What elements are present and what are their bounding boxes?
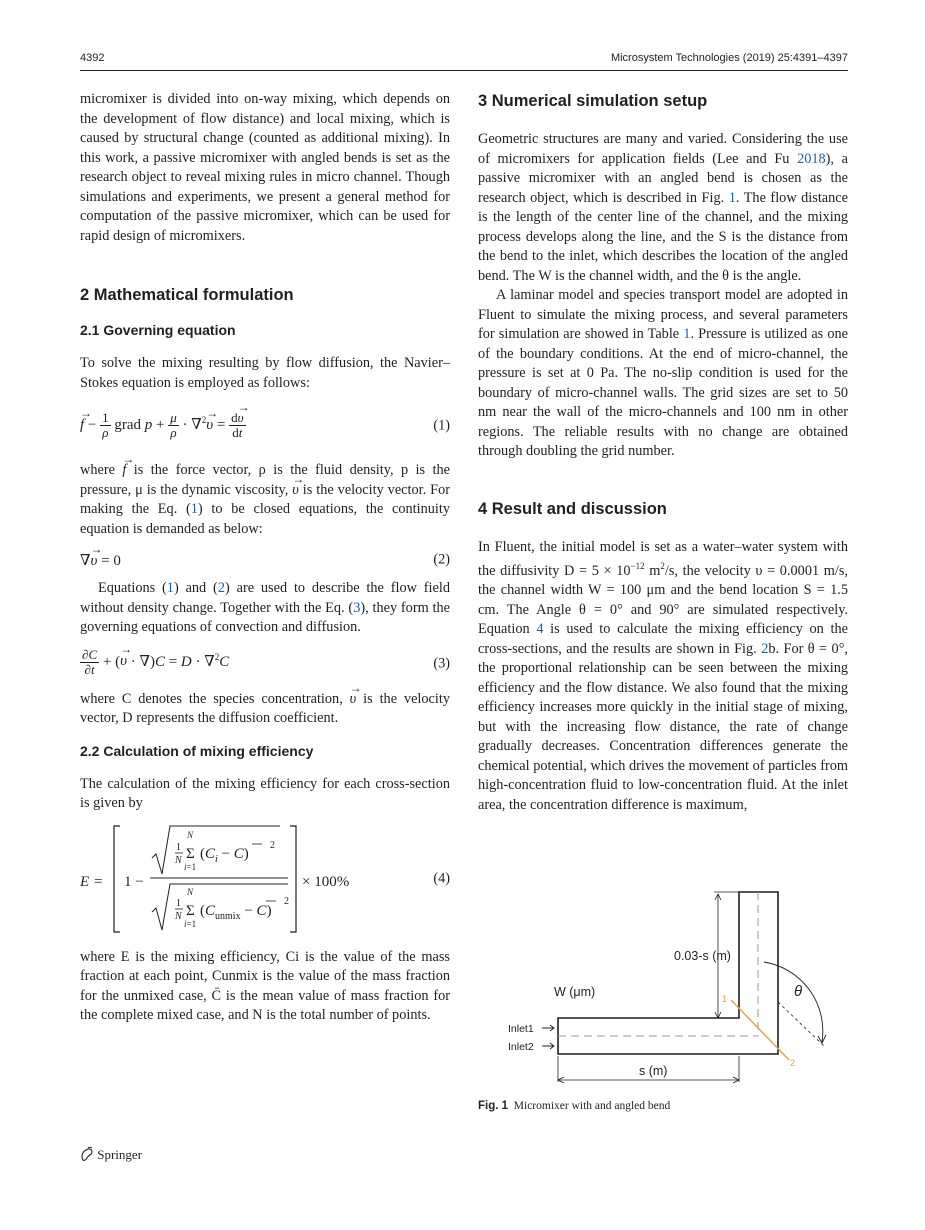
svg-text:2: 2	[790, 1058, 796, 1068]
figure-1-caption-label: Fig. 1	[478, 1100, 509, 1112]
svg-text:=: =	[94, 873, 103, 890]
publisher-name: Springer	[97, 1147, 143, 1162]
svg-text:Σ: Σ	[186, 845, 195, 862]
ref-fig2[interactable]: 2	[761, 640, 769, 657]
svg-text:Σ: Σ	[186, 902, 195, 919]
calc-paragraph: The calculation of the mixing efficiency for each cross-section is given by	[80, 775, 450, 811]
after-eq3-paragraph: where C denotes the species concentration, → υ is the velocity vector, D represents the diffusion coefficient.	[80, 690, 450, 729]
ref-eq4[interactable]: 4	[536, 621, 544, 638]
svg-text:0.03-s (m): 0.03-s (m)	[674, 949, 731, 963]
svg-text:Inlet2: Inlet2	[508, 1041, 534, 1053]
equation-1: → f − $\frac{1}{\rho}$ grad p + $\frac{\mu}{\rho}$ · ∇$^2$→ υ = $\frac{d\to \upsilon}{dt}$ (1)	[80, 401, 450, 451]
header-rule	[80, 70, 848, 71]
figure-1-micromixer	[496, 882, 836, 1092]
svg-text:1: 1	[176, 841, 181, 853]
after-eq1-paragraph: where → f is the force vector, ρ is the fluid density, p is the pressure, μ is the dynamic viscosity, → υ is the velocity vector. For making the Eq. (1) to be closed equations, the continuity equation is demanded as below:	[80, 461, 450, 539]
equation-4	[80, 820, 450, 938]
svg-text:N: N	[187, 829, 194, 840]
svg-text:(Cunmix − C): $(C_{unmix} - C)$	[200, 902, 272, 922]
subsection-2-2-title: 2.2 Calculation of mixing efficiency	[80, 742, 314, 759]
section-2-title: 2 Mathematical formulation	[80, 286, 294, 304]
ref-table1[interactable]: 1	[683, 326, 691, 342]
ref-eq3[interactable]: 3	[353, 599, 361, 616]
section-3-paragraph-2: A laminar model and species transport model are adopted in Fluent to simulate the mixing process, and several parameters for simulation are showed in Table 1. Pressure is utilized as one of the boundary conditions. At the end of micro-channel, the pressure is set at 0 Pa. The no-slip condition is used for the boundary of micro-channel walls. The grid sizes are set to 50 nm near the wall of the micro-channels and 100 nm in other regions. The reliable results with no change are obtained through doubling the grid number.	[478, 287, 848, 459]
svg-text:× 100%: × 100%	[302, 873, 350, 890]
equation-2-number: (2)	[433, 551, 450, 568]
equation-4-drawing	[80, 820, 370, 938]
svg-text:(Ci − C): $(C_i - C)$	[200, 845, 249, 865]
equation-4-number: (4)	[433, 870, 450, 886]
equation-2: ∇→ υ = 0 (2)	[80, 545, 450, 575]
ref-lee-fu-2018[interactable]: 2018	[797, 150, 826, 167]
channel-outline	[558, 892, 778, 1054]
section-3-title: 3 Numerical simulation setup	[478, 92, 708, 110]
ref-fig1[interactable]: 1	[728, 189, 736, 206]
page-footer	[80, 1146, 142, 1166]
svg-text:1 −: 1 −	[124, 873, 144, 890]
svg-text:E: E	[80, 873, 90, 890]
ref-eq1[interactable]: 1	[190, 501, 198, 517]
svg-text:1: 1	[176, 897, 181, 909]
section-4-title: 4 Result and discussion	[478, 499, 667, 518]
svg-text:1: 1	[722, 994, 728, 1004]
springer-logo-icon	[80, 1146, 94, 1166]
svg-text:2: 2	[270, 839, 275, 851]
page-number: 4392	[80, 52, 105, 64]
svg-text:s (m): s (m)	[639, 1064, 668, 1078]
svg-text:i=1: i=1	[184, 861, 197, 872]
bend-diagonal-line	[731, 1000, 789, 1060]
intro-paragraph: micromixer is divided into on-way mixing, which depends on the development of flow distance) and local mixing, which is caused by structural change (counted as additional mixing). In this work, a passive micromixer with angled bends is set as the research object to reveal mixing rules in micro channel. Though simulations and experiments, we present a general method for computation of the passive micromixer, which can be used for rapid design of micromixers.	[80, 91, 450, 244]
section-4-paragraph-1: In Fluent, the initial model is set as a water–water system with the diffusivity $D = 5 \times 10^{-12}$ $m^2/s$, the velocity υ = 0.0001 m/s, the channel width W = 100 μm and the bend location S = 1.5 cm. The Angle θ = 0° and 90° are simulated respectively. Equation 4 is used to calculate the mixing efficiency on the cross-sections, and the results are shown in Fig. 2b. For θ = 0°, the proportional relationship can be seen between the mixing efficiency and the flow distance. We also found that the mixing efficiency increases more quickly in the initial stage of mixing, but with the increasing flow distance, the rate of change gradually decreases. Concentration differences generate the chemical potential, which drives the movement of particles from high-concentration fluid to low-concentration fluid. At the inlet area, the concentration difference is maximum,	[478, 538, 848, 813]
svg-text:W (μm): W (μm)	[554, 985, 596, 999]
svg-text:2: 2	[284, 895, 289, 907]
running-header	[80, 50, 848, 70]
svg-text:θ: θ	[794, 983, 803, 1000]
subsection-2-1-title: 2.1 Governing equation	[80, 322, 236, 338]
eq12-paragraph: Equations (1) and (2) are used to describe the flow field without density change. Together with the Eq. (3), they form the governing equations of convection and diffusion.	[80, 580, 450, 635]
svg-text:N: N	[175, 910, 182, 922]
figure-1-caption-text: Micromixer with and angled bend	[513, 1100, 671, 1112]
ref-eq1b[interactable]: 1	[166, 580, 174, 596]
left-column	[80, 90, 450, 1026]
journal-citation: Microsystem Technologies (2019) 25:4391–4397	[610, 52, 848, 64]
svg-text:i=1: i=1	[184, 918, 197, 929]
ref-eq2[interactable]: 2	[217, 580, 225, 596]
section-3-paragraph-1: Geometric structures are many and varied. Considering the use of micromixers for application fields (Lee and Fu 2018), a passive micromixer with an angled bend is chosen as the research object, which is described in Fig. 1. The flow distance is the length of the center line of the channel, and the mixing process develops along the line, and the S is the distance from the bend to the inlet, which describes the location of the angled bend. The W is the channel width, and the θ is the angle.	[478, 131, 848, 284]
equation-3-number: (3)	[433, 655, 450, 671]
after-eq4-paragraph: where E is the mixing efficiency, Ci is the value of the mass fraction at each point, Cunmix is the value of the mass fraction for the unmixed case, C̄ is the mean value of mass fraction for the complete mixed case, and N is the total number of points.	[80, 948, 450, 1023]
ns-intro-paragraph: To solve the mixing resulting by flow diffusion, the Navier–Stokes equation is employed as follows:	[80, 355, 450, 391]
svg-text:Inlet1: Inlet1	[508, 1023, 534, 1035]
right-column	[478, 90, 848, 815]
equation-3: $\frac{\partial C}{\partial t}$ + (→ υ · ∇)C = D · ∇$^2$C (3)	[80, 642, 450, 686]
svg-text:N: N	[187, 886, 194, 897]
svg-text:N: N	[175, 854, 182, 866]
equation-1-number: (1)	[433, 417, 450, 434]
figure-1-caption	[478, 1100, 670, 1112]
